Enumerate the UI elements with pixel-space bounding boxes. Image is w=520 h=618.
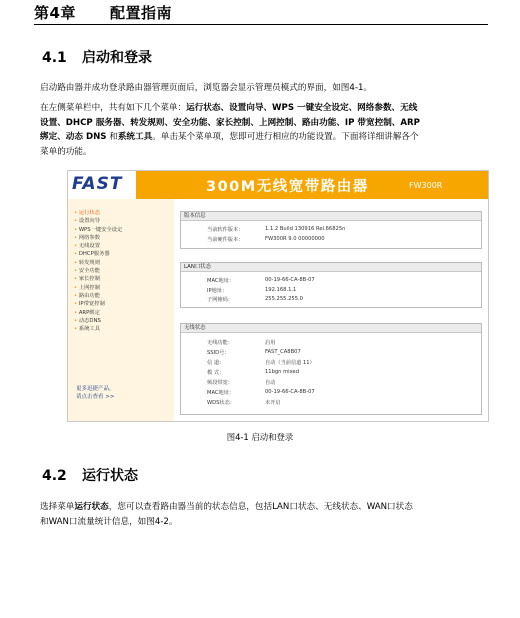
menu-item-parental[interactable]: • 家长控制 — [74, 275, 122, 283]
menus-intro: 在左侧菜单栏中，共有如下几个菜单： — [40, 103, 187, 113]
menu-item-system-tools[interactable]: • 系统工具 — [74, 325, 122, 333]
menu-item-forwarding[interactable]: • 转发规则 — [74, 259, 122, 267]
menu-item-routing[interactable]: • 路由功能 — [74, 292, 122, 300]
version-panel-title: 版本信息 — [181, 212, 481, 221]
row-label: 信 道： — [207, 360, 225, 366]
row-value: 192.168.1.1 — [265, 287, 297, 293]
row-value: 自动（当前信道 11） — [265, 360, 315, 366]
wireless-panel-title: 无线状态 — [181, 324, 481, 333]
menu-item-wps[interactable]: • WPS一键安全设定 — [74, 226, 122, 234]
row-label: 子网掩码： — [207, 297, 233, 303]
section-heading-4-1 — [42, 47, 152, 67]
row-label: 当前软件版本： — [207, 227, 244, 233]
status-post: ，您可以查看路由器当前的状态信息，包括LAN口状态、无线状态、WAN口状态 — [108, 502, 413, 512]
section-heading-4-2 — [42, 465, 138, 485]
status-line-2: 和WAN口流量统计信息，如图4-2。 — [40, 516, 178, 527]
menu-item-arp[interactable]: • ARP绑定 — [74, 309, 122, 317]
row-value: 未开启 — [265, 400, 281, 406]
model-label: FW300R — [409, 181, 443, 190]
menu-item-network[interactable]: • 网络参数 — [74, 234, 122, 242]
section-title: 运行状态 — [82, 468, 138, 484]
logo-area — [68, 171, 136, 199]
row-value: 00-19-66-CA-8B-07 — [265, 277, 315, 283]
menu-item-wireless[interactable]: • 无线设置 — [74, 242, 122, 250]
row-label: 频段带宽： — [207, 380, 233, 386]
row-value: FW300R 9.0 00000000 — [265, 236, 325, 242]
chapter-rule — [34, 24, 488, 25]
row-value: 自动 — [265, 380, 276, 386]
more-line-2: 请点击查看 >> — [76, 394, 115, 400]
menus-and: 和 — [106, 132, 118, 142]
menu-item-bandwidth[interactable]: • IP带宽控制 — [74, 300, 122, 308]
row-label: IP地址： — [207, 288, 228, 294]
row-label: MAC地址： — [207, 278, 235, 284]
wireless-panel — [180, 323, 482, 415]
menus-list-1: 运行状态、设置向导、WPS 一键安全设定、网络参数、无线 — [186, 103, 418, 113]
row-value: 255.255.255.0 — [265, 296, 303, 302]
menus-list-4: 系统工具 — [117, 132, 153, 142]
router-admin-screenshot — [67, 170, 489, 422]
paragraph-intro: 启动路由器并成功登录路由器管理页面后，浏览器会显示管理员模式的界面，如图4-1。 — [40, 83, 373, 93]
row-value: 11bgn mixed — [265, 369, 300, 375]
menu-item-dhcp[interactable]: • DHCP服务器 — [74, 250, 122, 258]
lan-panel — [180, 262, 482, 308]
section-number: 4.2 — [42, 468, 67, 484]
row-label: 无线功能： — [207, 340, 233, 346]
chapter-number: 第4章 — [34, 4, 76, 22]
menus-explain-end: 菜单的功能。 — [40, 146, 92, 157]
figure-caption: 图4-1 启动和登录 — [226, 432, 294, 442]
menus-list-3: 绑定、动态 DNS — [40, 132, 107, 142]
more-products-link[interactable] — [76, 385, 115, 401]
row-value: FAST_CA8B07 — [265, 349, 301, 355]
row-value: 00-19-66-CA-8B-07 — [265, 389, 315, 395]
status-pre: 选择菜单 — [40, 502, 75, 512]
product-banner: 300M无线宽带路由器 — [206, 179, 369, 195]
more-line-1: 更多迅捷产品， — [76, 386, 115, 392]
row-label: WDS状态： — [207, 400, 235, 406]
row-label: SSID号： — [207, 350, 230, 356]
menus-explain: 。单击某个菜单项，您即可进行相应的功能设置。下面将详细讲解各个 — [152, 132, 419, 142]
menus-list-2: 设置、DHCP 服务器、转发规则、安全功能、家长控制、上网控制、路由功能、IP 带宽控制、ARP — [40, 117, 420, 128]
sidebar-menu — [74, 209, 122, 333]
section-number: 4.1 — [42, 50, 67, 66]
chapter-title: 配置指南 — [109, 4, 172, 22]
row-label: 模 式： — [207, 370, 225, 376]
version-panel — [180, 211, 482, 249]
paragraph-status — [40, 500, 486, 529]
chapter-heading — [34, 2, 172, 23]
row-value: 1.1.2 Build 130916 Rel.66825n — [265, 226, 346, 232]
lan-panel-title: LAN口状态 — [181, 263, 481, 272]
paragraph-menus — [40, 101, 486, 159]
menu-item-security[interactable]: • 安全功能 — [74, 267, 122, 275]
menu-item-access-control[interactable]: • 上网控制 — [74, 284, 122, 292]
menu-item-ddns[interactable]: • 动态DNS — [74, 317, 122, 325]
row-value: 启用 — [265, 340, 276, 346]
row-label: 当前硬件版本： — [207, 237, 244, 243]
menu-item-status[interactable]: • 运行状态 — [74, 209, 122, 217]
fast-logo: FAST — [72, 174, 123, 194]
status-menu: 运行状态 — [74, 502, 109, 512]
row-label: MAC地址： — [207, 390, 235, 396]
menu-item-wizard[interactable]: • 设置向导 — [74, 217, 122, 225]
section-title: 启动和登录 — [82, 50, 152, 66]
